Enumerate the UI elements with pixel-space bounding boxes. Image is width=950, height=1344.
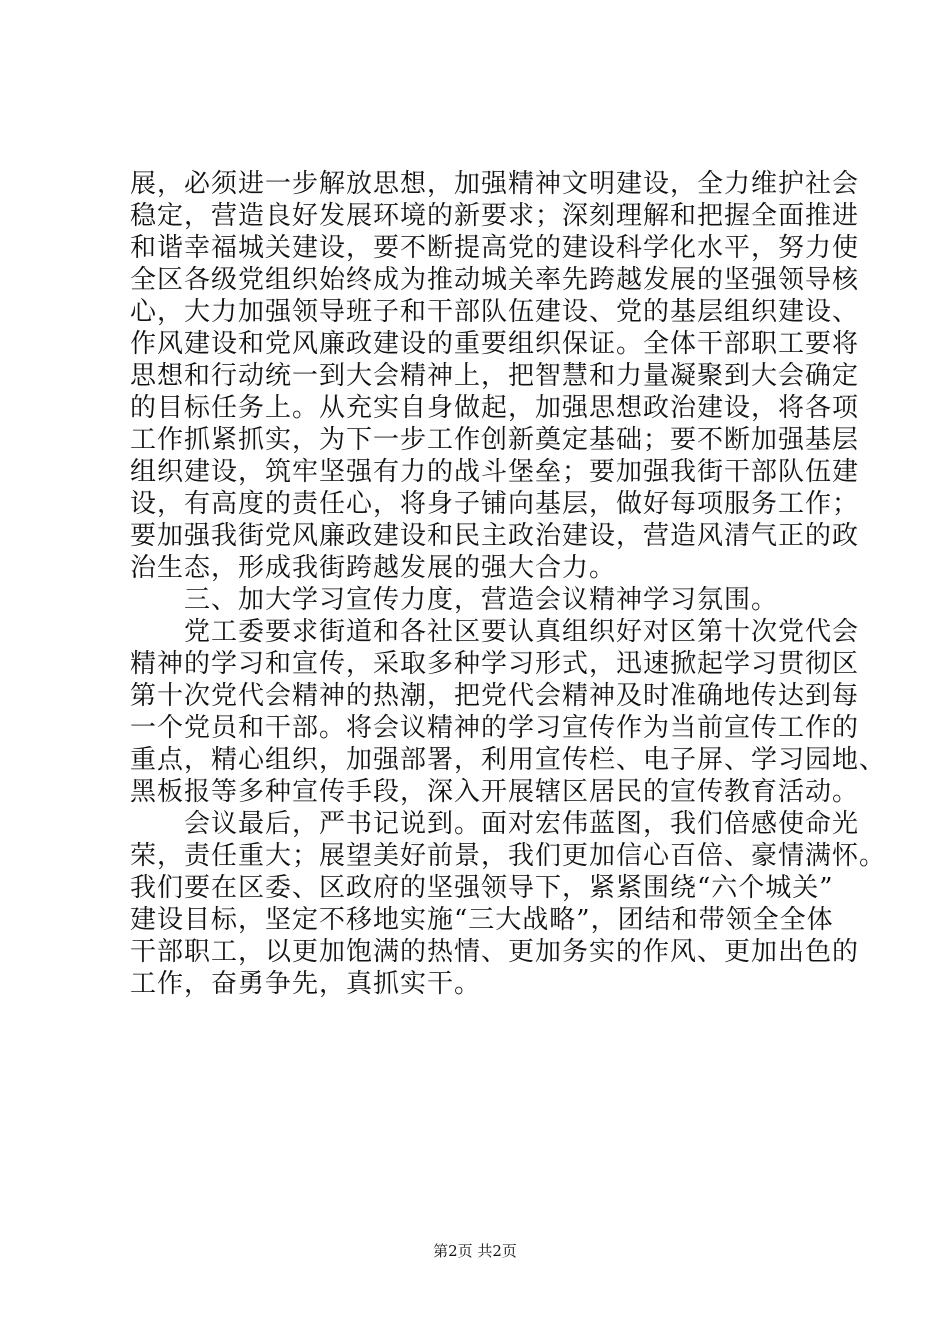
text-line: 治生态，形成我街跨越发展的强大合力。 [130,553,617,583]
text-line: 重点，精心组织，加强部署，利用宣传栏、电子屏、学习园地、 [130,745,887,775]
text-line: 工作抓紧抓实，为下一步工作创新奠定基础；要不断加强基层 [130,425,860,455]
text-line: 展，必须进一步解放思想，加强精神文明建设，全力维护社会 [130,169,860,199]
text-line: 一个党员和干部。将会议精神的学习宣传作为当前宣传工作的 [130,713,860,743]
text-line: 组织建设，筑牢坚强有力的战斗堡垒；要加强我街干部队伍建 [130,457,860,487]
text-line: 干部职工，以更加饱满的热情、更加务实的作风、更加出色的 [130,937,860,967]
text-line: 荣，责任重大；展望美好前景，我们更加信心百倍、豪情满怀。 [130,841,887,871]
text-line: 第十次党代会精神的热潮，把党代会精神及时准确地传达到每 [130,681,860,711]
text-line: 设，有高度的责任心，将身子铺向基层，做好每项服务工作； [130,489,860,519]
text-line: 建设目标，坚定不移地实施“三大战略”，团结和带领全全体 [130,905,834,935]
text-line: 会议最后，严书记说到。面对宏伟蓝图，我们倍感使命光 [130,809,860,839]
text-line: 党工委要求街道和各社区要认真组织好对区第十次党代会 [130,617,860,647]
text-line: 我们要在区委、区政府的坚强领导下，紧紧围绕“六个城关” [130,873,834,903]
text-line: 精神的学习和宣传，采取多种学习形式，迅速掀起学习贯彻区 [130,649,860,679]
text-line: 稳定，营造良好发展环境的新要求；深刻理解和把握全面推进 [130,201,860,231]
page-footer [0,1241,950,1261]
text-line: 的目标任务上。从充实自身做起，加强思想政治建设，将各项 [130,393,860,423]
text-line: 要加强我街党风廉政建设和民主政治建设，营造风清气正的政 [130,521,860,551]
text-line: 心，大力加强领导班子和干部队伍建设、党的基层组织建设、 [130,297,860,327]
body-text [130,168,887,1000]
page-number: 第2页 共2页 [433,1242,517,1260]
text-line: 黑板报等多种宣传手段，深入开展辖区居民的宣传教育活动。 [130,777,860,807]
text-line: 全区各级党组织始终成为推动城关率先跨越发展的坚强领导核 [130,265,860,295]
text-line: 工作，奋勇争先，真抓实干。 [130,969,482,999]
text-line: 思想和行动统一到大会精神上，把智慧和力量凝聚到大会确定 [130,361,860,391]
text-line: 和谐幸福城关建设，要不断提高党的建设科学化水平，努力使 [130,233,860,263]
section-heading: 三、加大学习宣传力度，营造会议精神学习氛围。 [130,585,779,615]
text-line: 作风建设和党风廉政建设的重要组织保证。全体干部职工要将 [130,329,860,359]
